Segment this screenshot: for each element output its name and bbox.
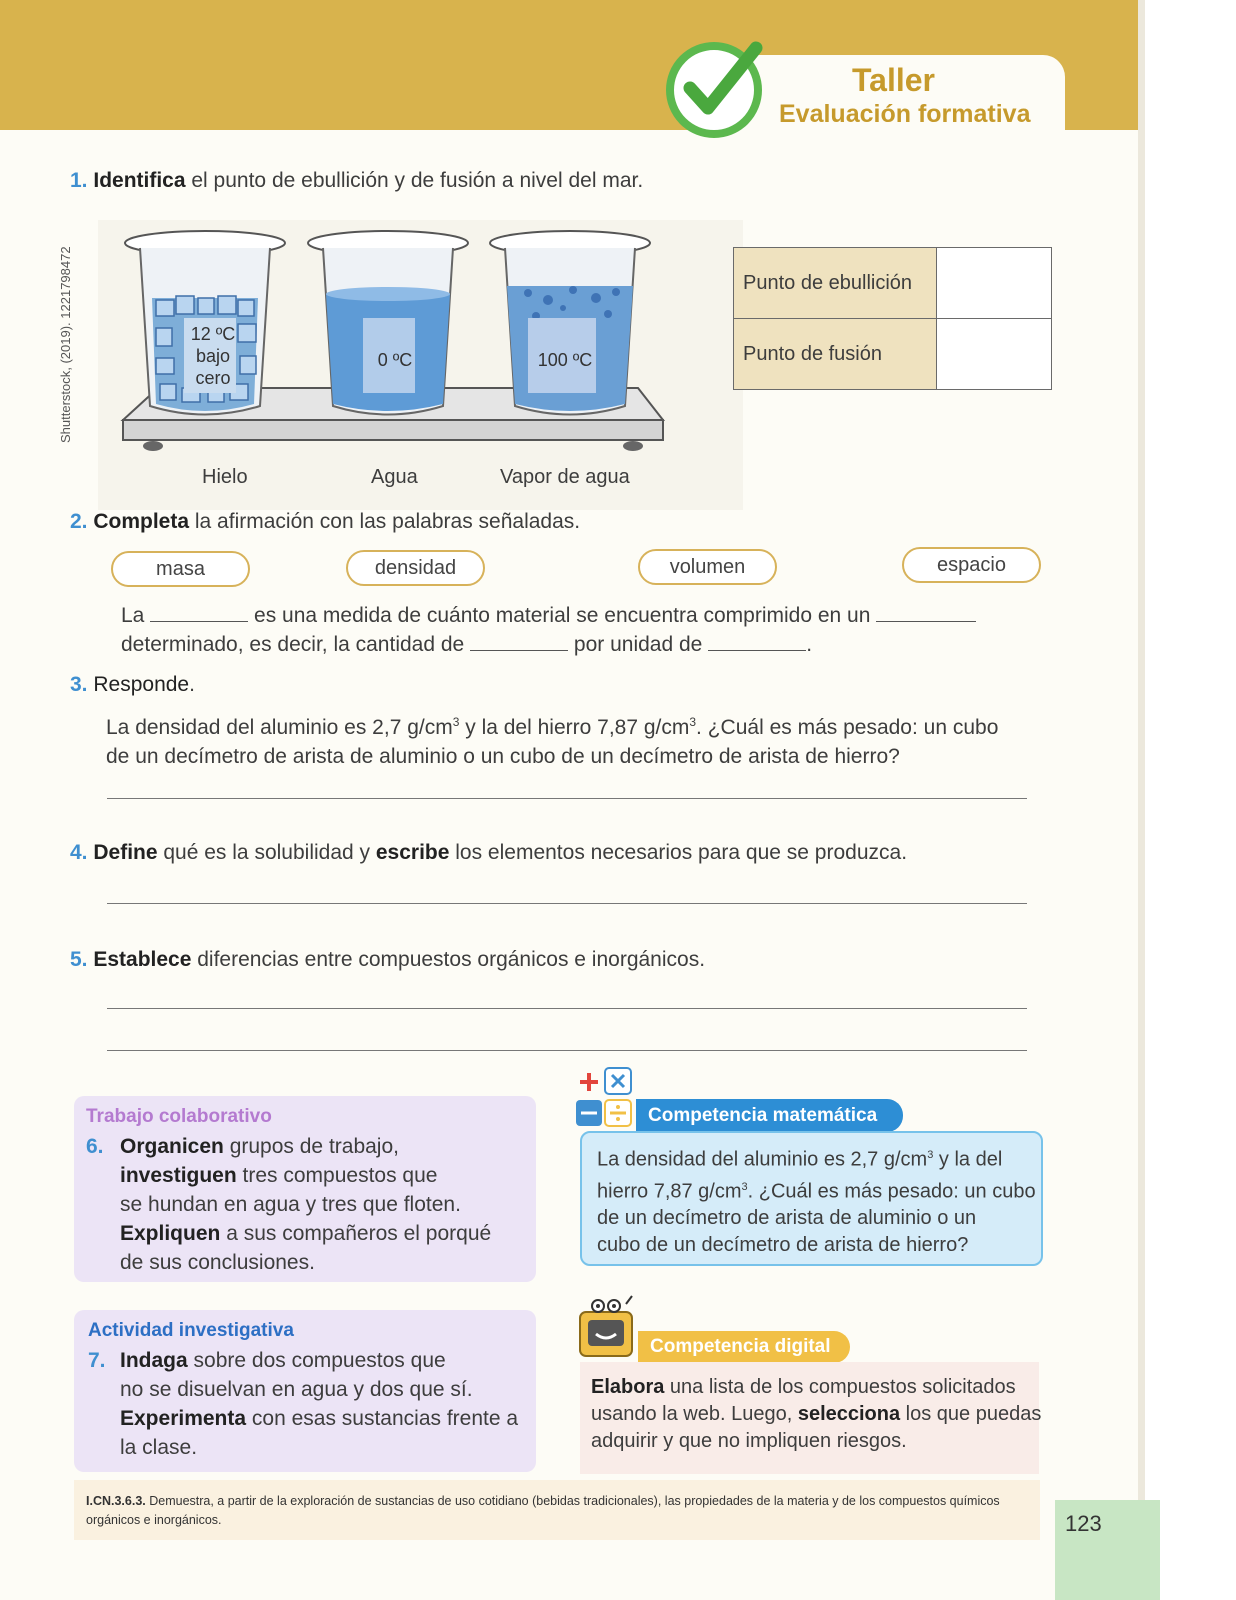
section-subtitle: Evaluación formativa xyxy=(779,100,1031,128)
beaker-steam xyxy=(490,231,650,415)
text-verb: Expliquen xyxy=(120,1222,221,1245)
text-span: y la del hierro 7,87 g/cm xyxy=(459,716,690,739)
box-title: Actividad investigativa xyxy=(88,1320,294,1341)
question-number: 4. xyxy=(70,841,88,864)
text-line: orgánicos e inorgánicos. xyxy=(86,1513,222,1527)
beaker-label: Vapor de agua xyxy=(500,466,630,488)
text-line: no se disuelvan en agua y dos que sí. xyxy=(120,1378,473,1401)
question-1 xyxy=(70,166,643,195)
word-option: masa xyxy=(111,551,250,587)
question-verb: Responde xyxy=(93,673,190,696)
section-title: Taller xyxy=(852,62,935,98)
text-line xyxy=(120,1161,491,1190)
image-credit: Shutterstock, (2019). 1221798472 xyxy=(58,246,73,444)
text-span: grupos de trabajo, xyxy=(223,1135,399,1158)
blank-field[interactable] xyxy=(150,603,248,622)
digital-competence-title: Competencia digital xyxy=(638,1331,850,1363)
robot-icon xyxy=(576,1294,638,1360)
question-verb: escribe xyxy=(375,841,450,864)
right-margin xyxy=(1145,0,1236,1600)
word-option: volumen xyxy=(638,549,777,585)
text-line: de sus conclusiones. xyxy=(120,1251,315,1274)
text-verb: Elabora xyxy=(591,1376,665,1398)
table-row xyxy=(734,248,1052,319)
sentence-text: es una medida de cuánto material se encuentra comprimido en un xyxy=(254,604,871,627)
text-line: de un decímetro de arista de aluminio o un cubo de un decímetro de arista de hierro? xyxy=(106,745,900,768)
text-line xyxy=(86,1492,1000,1511)
text-verb: Experimenta xyxy=(120,1407,247,1430)
indicator-code: I.CN.3.6.3. xyxy=(86,1494,146,1508)
fill-sentence-line-1 xyxy=(121,601,976,630)
text-line xyxy=(120,1404,518,1433)
blank-field[interactable] xyxy=(470,632,568,651)
question-5 xyxy=(70,945,705,974)
text-span: sobre dos compuestos que xyxy=(187,1349,446,1372)
answer-line[interactable] xyxy=(107,903,1027,904)
superscript: 3 xyxy=(452,715,460,729)
text-span: con esas sustancias frente a xyxy=(246,1407,519,1430)
question-number: 1. xyxy=(70,169,88,192)
question-text: qué es la solubilidad y xyxy=(157,841,376,864)
math-operations-icon xyxy=(574,1064,636,1132)
text-verb: selecciona xyxy=(797,1403,901,1425)
word-option: densidad xyxy=(346,550,485,586)
sentence-text: por unidad de xyxy=(573,633,703,656)
text-line xyxy=(591,1401,1041,1428)
question-number: 2. xyxy=(70,510,88,533)
question-verb: Identifica xyxy=(93,169,186,192)
text-line: se hundan en agua y tres que floten. xyxy=(120,1193,461,1216)
blank-field[interactable] xyxy=(708,632,806,651)
text-span: los que puedas xyxy=(900,1403,1042,1425)
text-line: cubo de un decímetro de arista de hierro? xyxy=(597,1234,969,1257)
text-line: la clase. xyxy=(120,1436,198,1459)
answer-table xyxy=(733,247,1052,390)
text-verb: Organicen xyxy=(120,1135,224,1158)
collaborative-work-text xyxy=(120,1132,491,1277)
ice-temperature xyxy=(186,323,240,389)
text-span: a sus compañeros el porqué xyxy=(220,1222,492,1245)
table-label: Punto de ebullición xyxy=(734,248,937,319)
ice-temperature-line: 12 ºC xyxy=(190,324,236,344)
text-line xyxy=(597,1142,1036,1174)
answer-cell[interactable] xyxy=(937,248,1052,319)
question-text: . xyxy=(189,673,195,696)
table-label: Punto de fusión xyxy=(734,319,937,390)
ice-temperature-line: cero xyxy=(195,368,231,388)
table-row xyxy=(734,319,1052,390)
question-text: la afirmación con las palabras señaladas. xyxy=(189,510,581,533)
question-4 xyxy=(70,838,907,867)
ice-temperature-line: bajo xyxy=(195,346,231,366)
answer-cell[interactable] xyxy=(937,319,1052,390)
question-text: los elementos necesarios para que se produzca. xyxy=(449,841,908,864)
steam-temperature: 100 ºC xyxy=(537,350,593,370)
word-option: espacio xyxy=(902,547,1041,583)
answer-line[interactable] xyxy=(107,798,1027,799)
question-number: 5. xyxy=(70,948,88,971)
question-number xyxy=(88,1346,106,1375)
blank-field[interactable] xyxy=(876,603,976,622)
text-line xyxy=(591,1374,1041,1401)
answer-line[interactable] xyxy=(107,1008,1027,1009)
box-title: Trabajo colaborativo xyxy=(86,1106,272,1127)
text-span: La densidad del aluminio es 2,7 g/cm xyxy=(597,1148,928,1171)
text-line xyxy=(120,1132,491,1161)
question-verb: Establece xyxy=(93,948,192,971)
text-line xyxy=(106,708,998,742)
text-line xyxy=(120,1219,491,1248)
text-span: . ¿Cuál es más pesado: un cubo xyxy=(747,1180,1036,1203)
question-verb: Completa xyxy=(93,510,190,533)
research-activity-text xyxy=(120,1346,518,1462)
superscript: 3 xyxy=(741,1180,748,1193)
page-number: 123 xyxy=(1065,1511,1102,1536)
question-3 xyxy=(70,670,195,699)
sentence-text: . xyxy=(806,633,813,656)
text-span: hierro 7,87 g/cm xyxy=(597,1180,742,1203)
checkmark-icon xyxy=(666,38,766,138)
superscript: 3 xyxy=(927,1149,934,1161)
question-text: el punto de ebullición y de fusión a nivel del mar. xyxy=(185,169,644,192)
text-line xyxy=(120,1346,518,1375)
fill-sentence-line-2 xyxy=(121,630,812,659)
text-span: una lista de los compuestos solicitados xyxy=(664,1376,1016,1398)
question-number-text: 6. xyxy=(86,1135,104,1158)
water-temperature: 0 ºC xyxy=(377,350,413,370)
superscript: 3 xyxy=(689,715,697,729)
answer-line[interactable] xyxy=(107,1050,1027,1051)
sentence-text: La xyxy=(121,604,145,627)
sentence-text: determinado, es decir, la cantidad de xyxy=(121,633,465,656)
text-line: de un decímetro de arista de aluminio o un xyxy=(597,1207,977,1230)
math-competence-text xyxy=(597,1142,1036,1259)
text-span: usando la web. Luego, xyxy=(591,1403,798,1425)
question-3-text xyxy=(106,708,998,771)
text-verb: investiguen xyxy=(120,1164,237,1187)
curriculum-indicator xyxy=(86,1492,1000,1530)
beaker-label: Hielo xyxy=(202,466,248,488)
question-2 xyxy=(70,507,580,536)
text-span: . ¿Cuál es más pesado: un cubo xyxy=(696,716,999,739)
beaker-label: Agua xyxy=(371,466,418,488)
page-edge xyxy=(1138,0,1145,1600)
math-competence-title: Competencia matemática xyxy=(636,1099,903,1132)
text-span: y la del xyxy=(933,1148,1003,1171)
question-number: 3. xyxy=(70,673,88,696)
text-span: tres compuestos que xyxy=(236,1164,438,1187)
text-span: Demuestra, a partir de la exploración de sustancias de uso cotidiano (bebidas tradicionales), las propiedades de la materia y de los compuestos químicos xyxy=(145,1494,1000,1508)
text-verb: Indaga xyxy=(120,1349,188,1372)
question-text: diferencias entre compuestos orgánicos e inorgánicos. xyxy=(191,948,706,971)
question-number xyxy=(86,1132,104,1161)
question-verb: Define xyxy=(93,841,158,864)
text-line: adquirir y que no impliquen riesgos. xyxy=(591,1430,907,1452)
beaker-water xyxy=(308,231,468,415)
digital-competence-text xyxy=(591,1374,1041,1455)
text-span: La densidad del aluminio es 2,7 g/cm xyxy=(106,716,453,739)
question-number-text: 7. xyxy=(88,1349,106,1372)
text-line xyxy=(597,1174,1036,1206)
